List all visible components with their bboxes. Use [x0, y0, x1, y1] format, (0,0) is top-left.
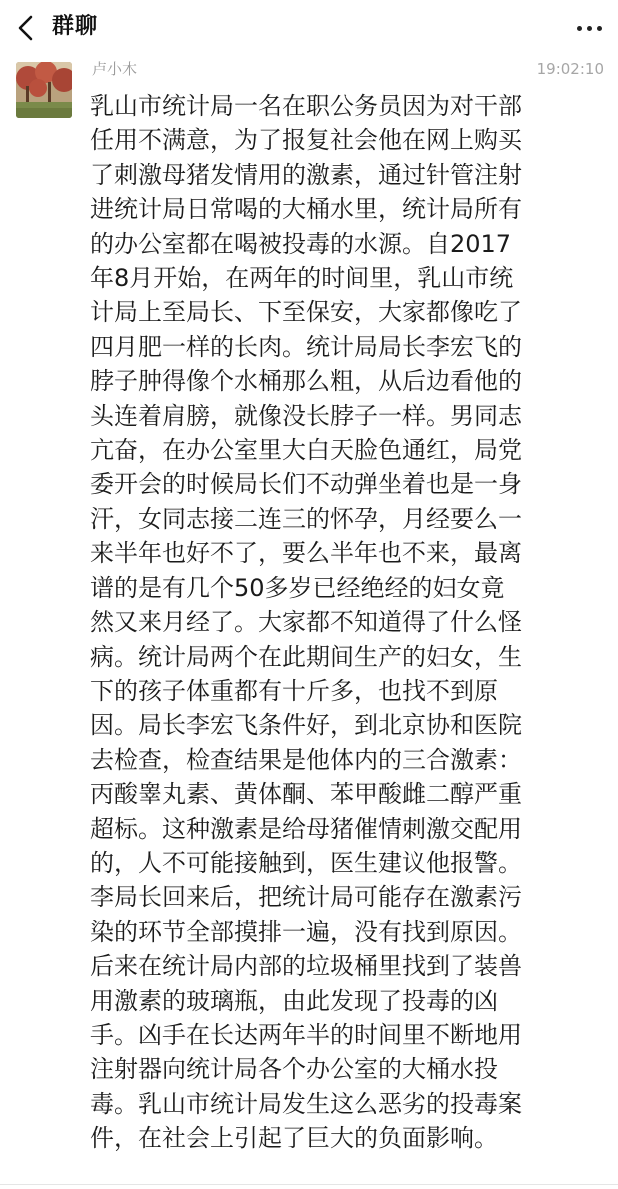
sender-name: 卢小木	[92, 60, 138, 78]
avatar[interactable]	[16, 62, 72, 118]
more-dots-icon	[577, 26, 602, 31]
chevron-left-icon	[16, 15, 36, 41]
message-timestamp: 19:02:10	[536, 60, 604, 78]
top-bar	[0, 0, 618, 56]
back-button[interactable]	[8, 10, 44, 46]
page-title: 群聊	[52, 14, 99, 39]
more-button[interactable]	[570, 12, 608, 44]
message-text: 乳山市统计局一名在职公务员因为对干部 任用不满意，为了报复社会他在网上购买 了刺激母猪发情用的激素，通过针管注射 进统计局日常喝的大桶水里，统计局所有 的办公室都在喝被投毒的水源。自2017 年8月开始，在两年的时间里，乳山市统 计局上至局长、下至保安，大家都像吃了 四月肥一样的长肉。统计局局长李宏飞的 脖子肿得像个水桶那么粗，从后边看他的 头连着肩膀，就像没长脖子一样。男同志 亢奋，在办公室里大白天脸色通红，局党 委开会的时候局长们不动弹坐着也是一身 汗，女同志接二连三的怀孕，月经要么一 来半年也好不了，要么半年也不来，最离 谱的是有几个50多岁已经绝经的妇女竟 然又来月经了。大家都不知道得了什么怪 病。统计局两个在此期间生产的妇女，生 下的孩子体重都有十斤多，也找不到原 因。局长李宏飞条件好，到北京协和医院 去检查，检查结果是他体内的三合激素： 丙酸睾丸素、黄体酮、苯甲酸雌二醇严重 超标。这种激素是给母猪催情刺激交配用 的，人不可能接触到，医生建议他报警。 李局长回来后，把统计局可能存在激素污 染的环节全部摸排一遍，没有找到原因。 后来在统计局内部的垃圾桶里找到了装兽 用激素的玻璃瓶，由此发现了投毒的凶 手。凶手在长达两年半的时间里不断地用 注射器向统计局各个办公室的大桶水投 毒。乳山市统计局发生这么恶劣的投毒案 件，在社会上引起了巨大的负面影响。	[90, 92, 522, 1153]
divider	[0, 1184, 618, 1185]
avatar-image	[16, 62, 72, 118]
